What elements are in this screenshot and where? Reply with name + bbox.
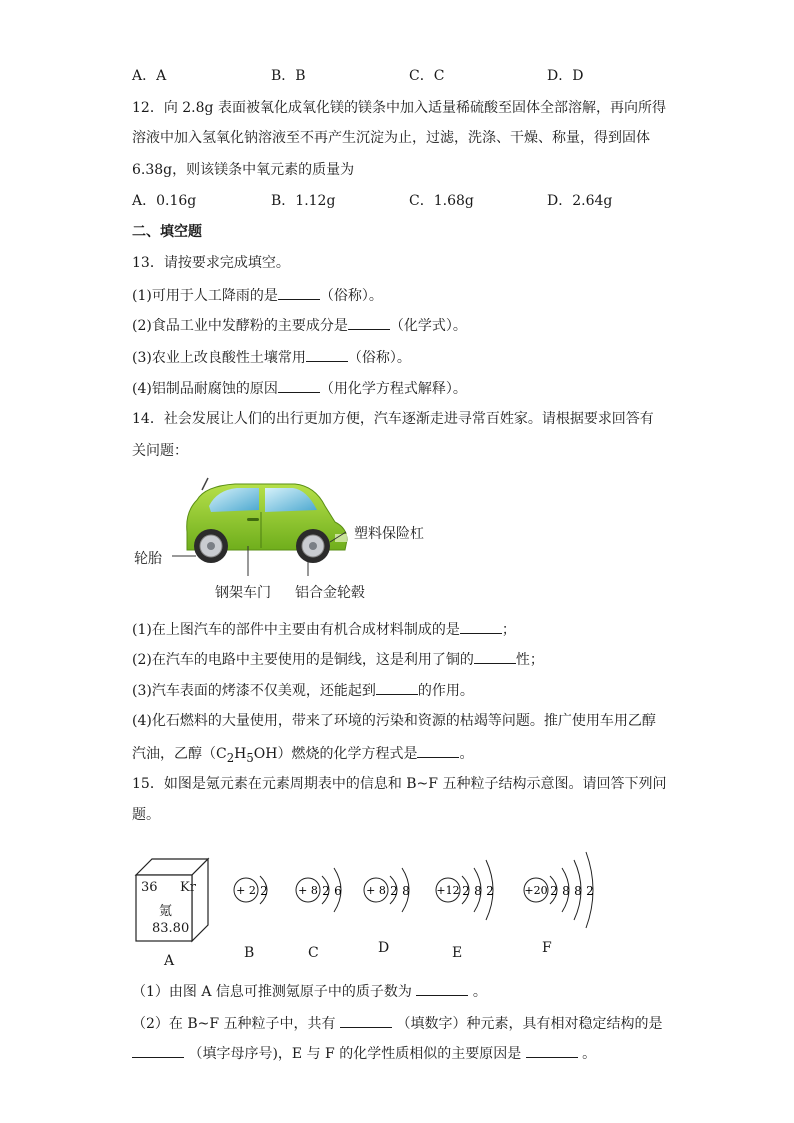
q11-option-c: C．C <box>409 68 445 84</box>
sentence-end: 。 <box>472 984 487 1000</box>
particle-label-f: F <box>542 940 552 956</box>
answer-blank[interactable] <box>340 1013 392 1028</box>
q11-option-d: D．D <box>547 68 584 84</box>
q12-stem-line2: 溶液中加入氢氧化钠溶液至不再产生沉淀为止，过滤，洗涤、干燥、称量，得到固体 <box>132 130 650 146</box>
nucleus-charge: +12 <box>436 884 460 897</box>
q12-option-c: C．1.68g <box>409 193 474 209</box>
q12-option-d: D．2.64g <box>547 193 613 209</box>
electron-count: 2 <box>486 884 494 898</box>
electron-count: 2 <box>550 884 558 898</box>
label-door: 钢架车门 <box>215 585 271 601</box>
nucleus-charge: + 2 <box>236 884 256 897</box>
sentence-end: 。 <box>582 1046 597 1062</box>
electron-count: 8 <box>402 884 410 898</box>
answer-blank[interactable] <box>460 619 502 634</box>
q12-stem-line1: 12．向 2.8g 表面被氧化成氧化镁的镁条中加入适量稀硫酸至固体全部溶解，再向所得 <box>132 100 666 116</box>
q14-item-4-line2 <box>132 743 473 768</box>
nucleus-charge: +20 <box>524 884 548 897</box>
answer-blank[interactable] <box>306 347 348 362</box>
q12-stem-line3: 6.38g，则该镁条中氧元素的质量为 <box>132 162 355 178</box>
element-symbol: Kr <box>180 880 196 895</box>
q14-stem-line1: 14．社会发展让人们的出行更加方便，汽车逐渐走进寻常百姓家。请根据要求回答有 <box>132 411 654 427</box>
answer-blank[interactable] <box>474 649 516 664</box>
q15-sub1 <box>132 981 487 1002</box>
element-name: 氪 <box>159 904 173 919</box>
answer-blank[interactable] <box>417 743 459 758</box>
answer-blank[interactable] <box>526 1043 578 1058</box>
nucleus-charge: + 8 <box>298 884 318 897</box>
electron-count: 8 <box>474 884 482 898</box>
formula-subscript: 5 <box>246 750 254 765</box>
q13-item-2 <box>132 315 467 336</box>
electron-count: 8 <box>574 884 582 898</box>
q15-sub2-text: （填字母序号)，E 与 F 的化学性质相似的主要原因是 <box>188 1046 522 1062</box>
element-number: 36 <box>141 880 158 895</box>
formula-part: H <box>234 746 247 762</box>
q13-stem: 13．请按要求完成填空。 <box>132 255 290 271</box>
q13-item-4-note: （用化学方程式解释）。 <box>319 381 467 397</box>
electron-count: 2 <box>260 884 268 898</box>
q14-item-3-note: 的作用。 <box>417 683 474 699</box>
q14-item-1-text: (1)在上图汽车的部件中主要由有机合成材料制成的是 <box>132 622 460 638</box>
q14-item-2-text: (2)在汽车的电路中主要使用的是铜线，这是利用了铜的 <box>132 652 474 668</box>
particle-label-d: D <box>378 940 390 956</box>
q13-item-3-text: (3)农业上改良酸性土壤常用 <box>132 350 306 366</box>
q13-item-2-note: （化学式）。 <box>389 318 467 334</box>
q14-item-3 <box>132 680 474 701</box>
q15-sub2-line2 <box>132 1043 596 1064</box>
label-bumper: 塑料保险杠 <box>354 526 424 542</box>
q12-option-b: B．1.12g <box>271 193 336 209</box>
q13-item-3 <box>132 347 411 368</box>
q13-item-3-note: （俗称）。 <box>347 350 411 366</box>
label-wheel: 铝合金轮毂 <box>295 585 365 601</box>
q15-stem-line1: 15．如图是氪元素在元素周期表中的信息和 B~F 五种粒子结构示意图。请回答下列问 <box>132 776 667 792</box>
particle-label-b: B <box>244 945 255 961</box>
electron-count: 2 <box>390 884 398 898</box>
q14-item-2 <box>132 649 544 670</box>
q14-item-4-line1: (4)化石燃料的大量使用，带来了环境的污染和资源的枯竭等问题。推广使用车用乙醇 <box>132 713 656 729</box>
electron-count: 2 <box>322 884 330 898</box>
formula-part: 汽油，乙醇（C <box>132 746 227 762</box>
q13-item-1-note: （俗称）。 <box>319 288 383 304</box>
q13-item-1 <box>132 285 383 306</box>
electron-count: 2 <box>462 884 470 898</box>
electron-count: 6 <box>334 884 342 898</box>
q11-option-b: B．B <box>271 68 306 84</box>
q15-sub2-text: （填数字）种元素，具有相对稳定结构的是 <box>396 1016 663 1032</box>
answer-blank[interactable] <box>278 285 320 300</box>
q14-item-2-note: 性； <box>515 652 544 668</box>
section-title: 二、填空题 <box>132 224 202 240</box>
q14-stem-line2: 关问题： <box>132 443 188 459</box>
answer-blank[interactable] <box>376 680 418 695</box>
q14-item-3-text: (3)汽车表面的烤漆不仅美观，还能起到 <box>132 683 376 699</box>
label-a: A <box>164 953 175 969</box>
q14-item-1 <box>132 619 516 640</box>
label-tire: 轮胎 <box>134 551 162 567</box>
formula-part: OH）燃烧的化学方程式是 <box>253 746 418 762</box>
electron-count: 2 <box>586 884 594 898</box>
answer-blank[interactable] <box>416 981 468 996</box>
q15-sub1-text: （1）由图 A 信息可推测氪原子中的质子数为 <box>132 984 412 1000</box>
car-callout-lines <box>170 520 360 590</box>
element-mass: 83.80 <box>152 921 190 936</box>
q13-item-2-text: (2)食品工业中发酵粉的主要成分是 <box>132 318 348 334</box>
q13-item-1-text: (1)可用于人工降雨的是 <box>132 288 278 304</box>
q13-item-4-text: (4)铝制品耐腐蚀的原因 <box>132 381 278 397</box>
q15-sub2-line1 <box>132 1013 662 1034</box>
formula-subscript: 2 <box>226 750 235 765</box>
q14-item-1-note: ； <box>501 622 516 638</box>
answer-blank[interactable] <box>348 315 390 330</box>
particle-diagram-f <box>522 835 652 945</box>
nucleus-charge: + 8 <box>366 884 386 897</box>
electron-count: 8 <box>562 884 570 898</box>
answer-blank[interactable] <box>278 378 320 393</box>
q15-sub2-text: （2）在 B~F 五种粒子中，共有 <box>132 1016 336 1032</box>
q15-stem-line2: 题。 <box>132 807 160 823</box>
q12-option-a: A．0.16g <box>132 193 197 209</box>
q13-item-4 <box>132 378 467 399</box>
sentence-end: 。 <box>459 746 474 762</box>
particle-label-c: C <box>308 945 319 961</box>
answer-blank[interactable] <box>132 1043 184 1058</box>
q11-option-a: A．A <box>132 68 167 84</box>
particle-label-e: E <box>452 945 463 961</box>
